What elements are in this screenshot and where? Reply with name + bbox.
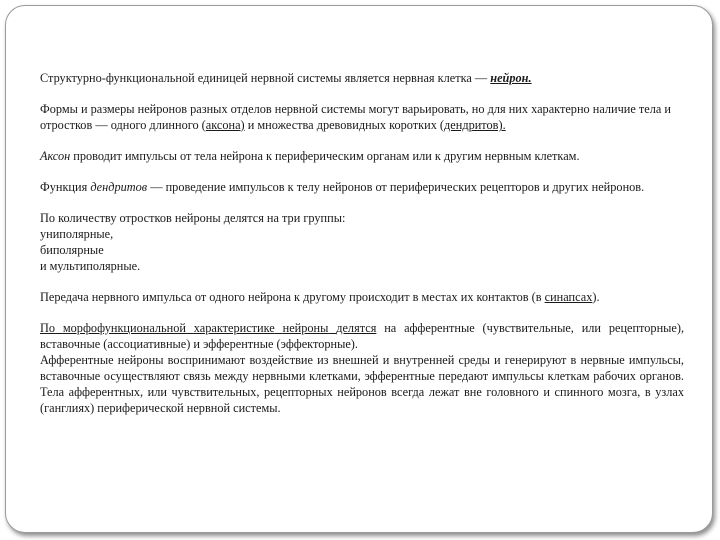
- p6-end: ).: [592, 290, 600, 304]
- group-item: униполярные,: [40, 227, 114, 241]
- p4-text-a: Функция: [40, 180, 91, 194]
- paragraph-axon-function: [40, 148, 684, 164]
- p4-text-b: — проведение импульсов к телу нейронов от периферических рецепторов и других нейронов.: [147, 180, 645, 194]
- p7-underlined-3: характеристике: [193, 321, 275, 335]
- p2-text-a: Формы и размеры нейронов разных отделов нервной системы могут варьировать, но для них характерно наличие тела и отростков — одного длинного (: [40, 102, 671, 132]
- p7-underlined-5: делятся: [336, 321, 377, 335]
- paragraph-morphofunctional: [40, 320, 684, 352]
- p7-underlined-2: морфофункциональной: [62, 321, 186, 335]
- paragraph-neuron-structure: [40, 101, 684, 133]
- slide-content: [40, 70, 684, 416]
- p6-text: Передача нервного импульса от одного нейрона к другому происходит в местах их контактов (в: [40, 290, 545, 304]
- paragraph-neuron-types: Афферентные нейроны воспринимают воздействие из внешней и внутренней среды и генерируют в нервные импульсы, вставочные осуществляют связь между нервными клетками, эфферентные передают импульсы клеткам рабочих органов. Тела афферентных, или чувствительных, рецепторных нейронов всегда лежат вне головного и спинного мозга, в узлах (ганглиях) периферической нервной системы.: [40, 353, 684, 415]
- p7-underlined-4: нейроны: [282, 321, 329, 335]
- p7-underlined-1: По: [40, 321, 56, 335]
- axon-term: аксона): [205, 118, 245, 132]
- group-item: биполярные: [40, 243, 104, 257]
- synapse-term: синапсах: [544, 290, 593, 304]
- dendrites-term: дендритов).: [444, 118, 506, 132]
- p3-text: проводит импульсы от тела нейрона к периферическим органам или к другим нервным клеткам.: [70, 149, 580, 163]
- p2-text-b: и множества древовидных коротких (: [244, 118, 445, 132]
- p7-text: на афферентные (чувствительные, или рецепторные), вставочные (ассоциативные) и эфферентные (эффекторные).: [40, 321, 685, 351]
- paragraph-neuron-definition: [40, 70, 684, 86]
- paragraph-dendrite-function: [40, 179, 684, 195]
- dendrites-label: дендритов: [90, 180, 148, 194]
- groups-intro: По количеству отростков нейроны делятся на три группы:: [40, 211, 346, 225]
- slide-frame: [5, 5, 713, 533]
- p1-text: Структурно-функциональной единицей нервной системы является нервная клетка —: [40, 71, 491, 85]
- neuron-term: нейрон.: [490, 71, 532, 85]
- axon-label: Аксон: [40, 149, 71, 163]
- group-item: и мультиполярные.: [40, 259, 141, 273]
- paragraph-synapse: [40, 289, 684, 305]
- paragraph-neuron-groups: [40, 210, 684, 274]
